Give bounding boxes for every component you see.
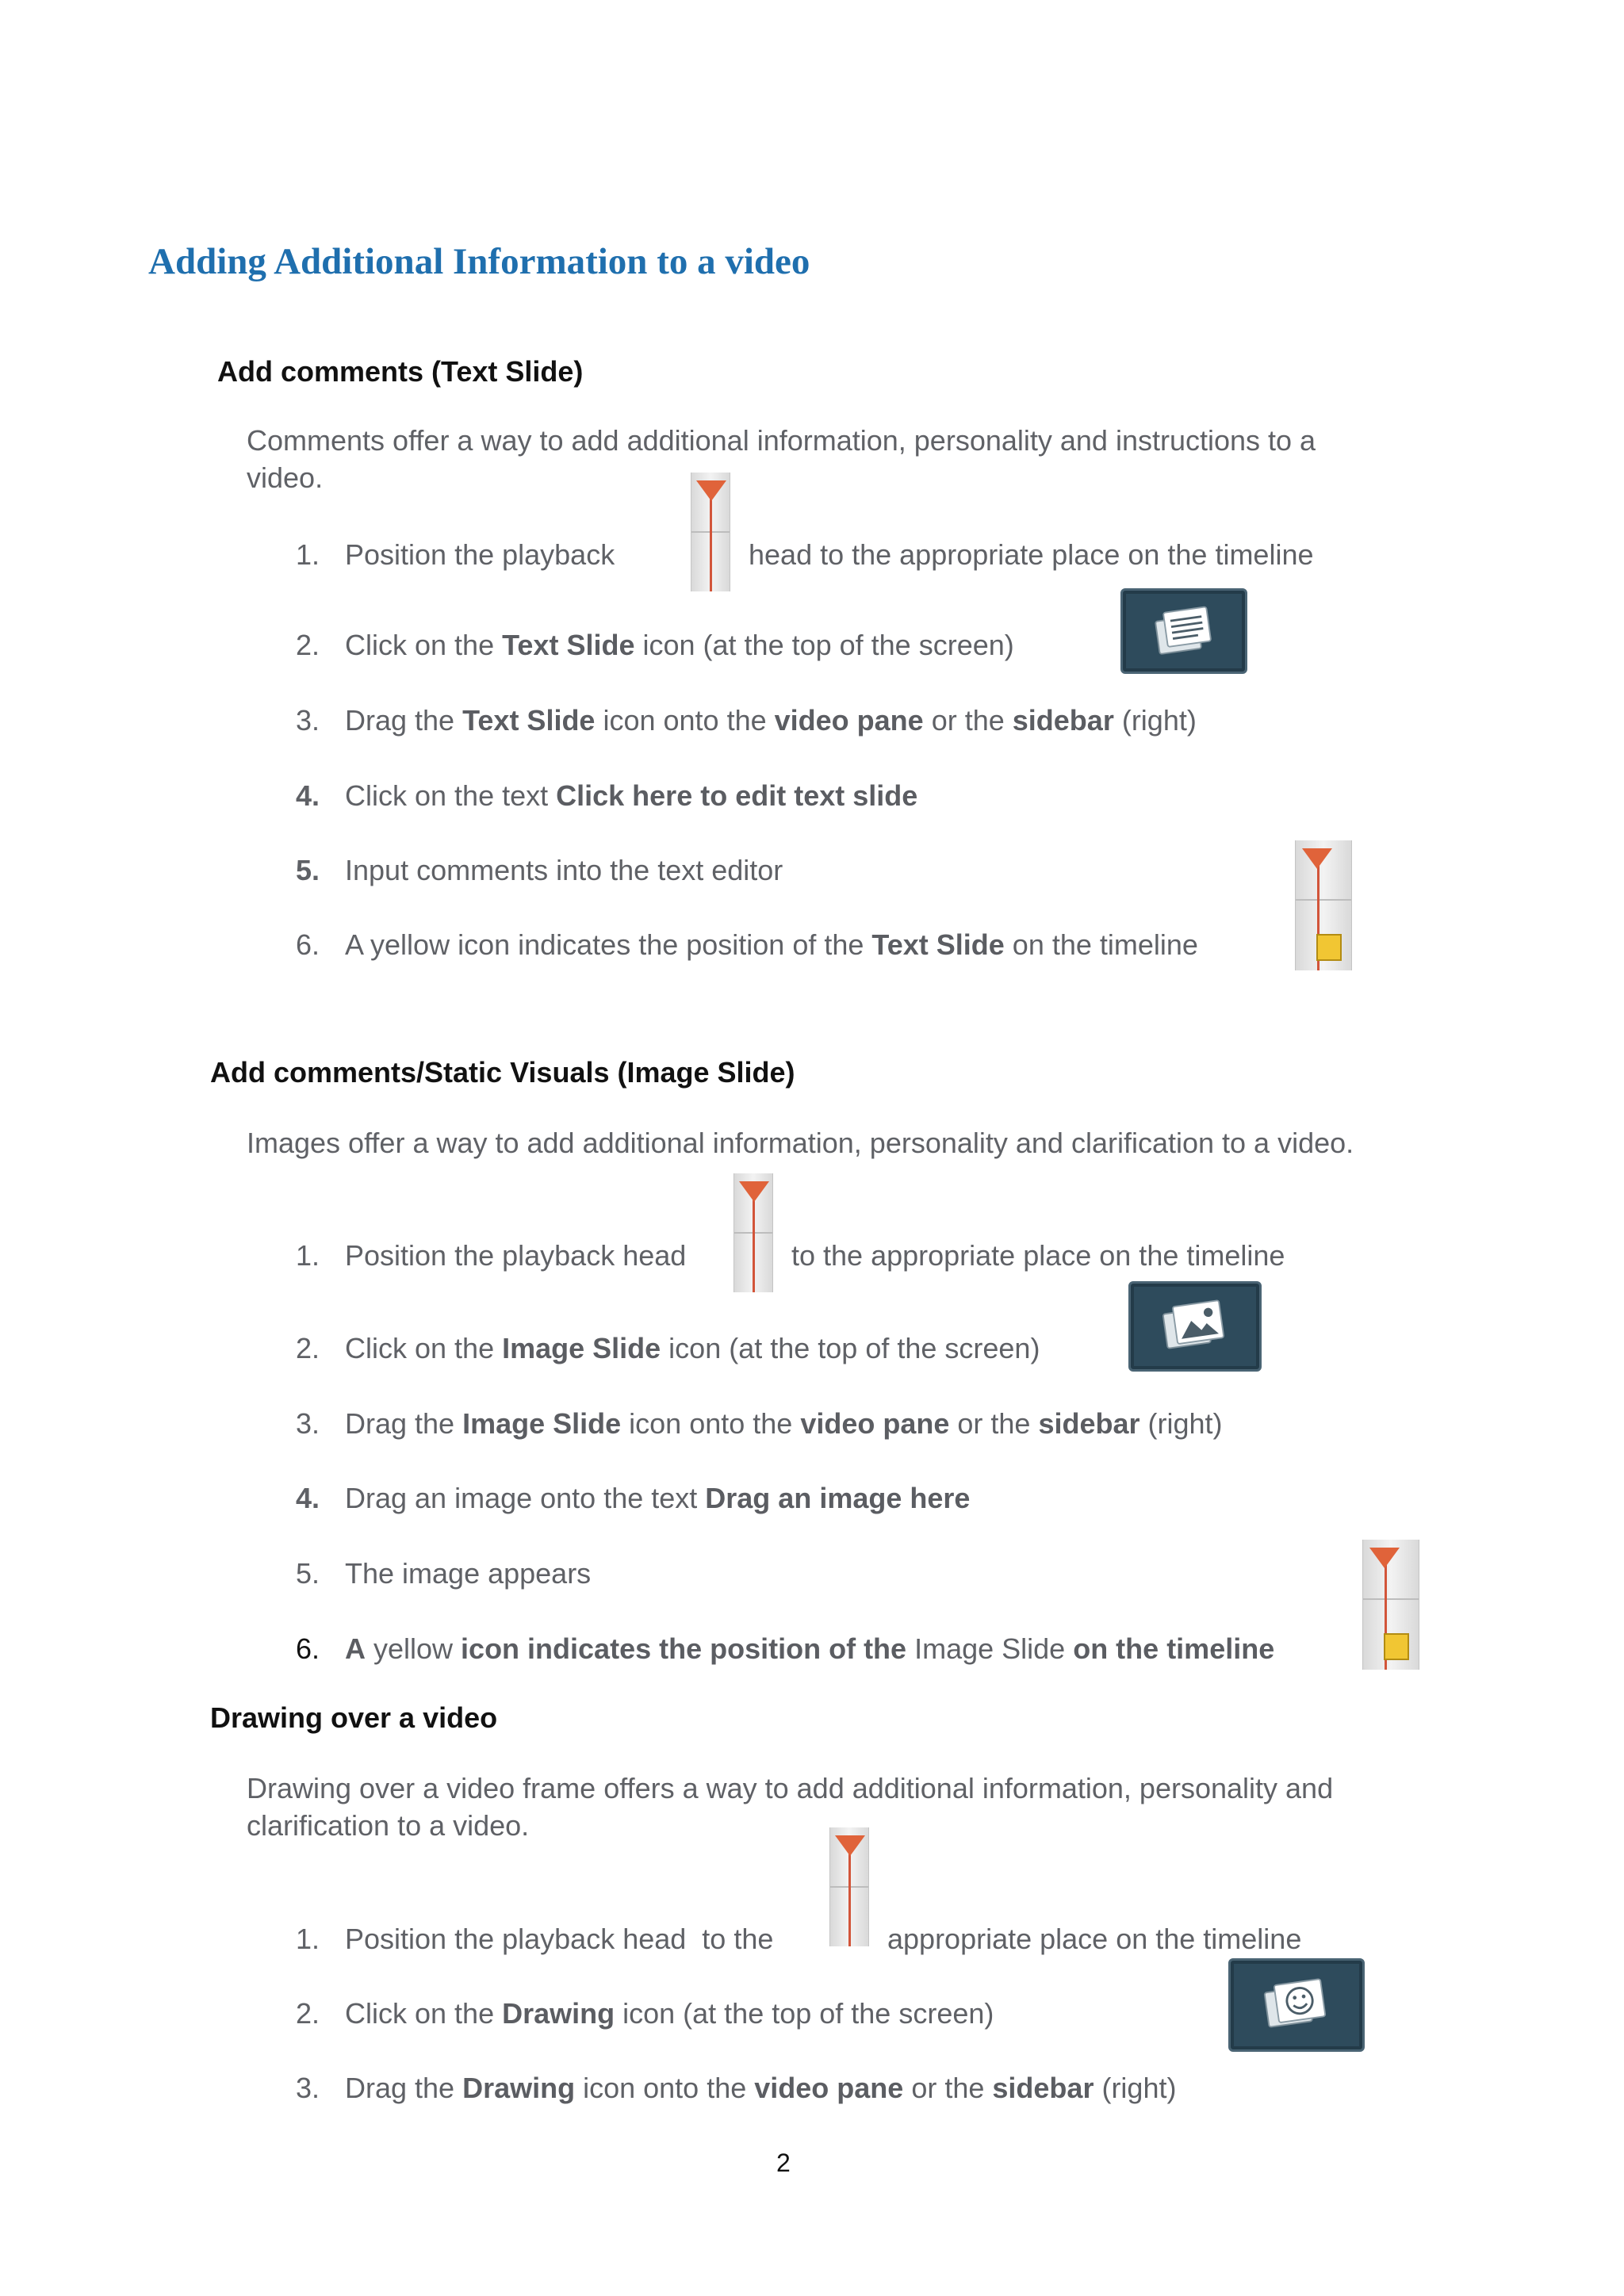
playback-head-icon: [829, 1827, 869, 1946]
step-text-segment: or the: [923, 704, 1013, 737]
step-number: 3.: [296, 2072, 320, 2104]
step-text-bold: Text Slide: [502, 629, 635, 661]
step-text-segment: icon onto the: [595, 704, 775, 737]
step-text: [345, 1556, 591, 1591]
step-text: [345, 1331, 1040, 1366]
step-text-segment: A yellow icon indicates the position of the: [345, 928, 872, 961]
step-text-segment: (right): [1113, 704, 1197, 737]
section-heading-drawing: Drawing over a video: [210, 1701, 498, 1734]
step-text-after-icon: head to the appropriate place on the timeline: [749, 538, 1314, 571]
step-text-bold: Text Slide: [462, 704, 596, 737]
step-text-segment: or the: [949, 1407, 1039, 1440]
text-slide-marker-icon: [1295, 840, 1352, 970]
step-number: 2.: [296, 1332, 320, 1364]
step-text-segment: Click on the text: [345, 779, 557, 812]
step-text-segment: yellow: [366, 1632, 462, 1665]
section-intro-image-slide: Images offer a way to add additional information, personality and clarification to a video.: [247, 1127, 1354, 1159]
step-text-segment: Drag an image onto the text: [345, 1482, 706, 1514]
step-number: 4.: [296, 779, 320, 812]
step-text: [345, 1481, 970, 1516]
step-text-segment: Position the playback head to the: [345, 1923, 774, 1955]
step-text-segment: Drag the: [345, 1407, 463, 1440]
page-number: 2: [776, 2149, 791, 2177]
step-text: [345, 928, 1198, 962]
step-text-bold: Drawing: [462, 2072, 576, 2104]
step-text-segment: (right): [1139, 1407, 1223, 1440]
step-number: 4.: [296, 1482, 320, 1514]
page-title: Adding Additional Information to a video: [148, 241, 810, 282]
step-text-bold: video pane: [774, 704, 924, 737]
step-text-segment: on the timeline: [1004, 928, 1198, 961]
step-number: 1.: [296, 538, 320, 571]
step-text-segment: or the: [903, 2072, 993, 2104]
step-text-segment: icon (at the top of the screen): [634, 629, 1014, 661]
step-text: [345, 703, 1197, 738]
section-intro-drawing: Drawing over a video frame offers a way to add additional information, personality and clarification to a video.: [247, 1772, 1334, 1842]
step-text-segment: Click on the: [345, 1332, 503, 1364]
step-text-segment: Click on the: [345, 1997, 503, 2030]
step-number: 3.: [296, 1407, 320, 1440]
step-text-segment: Input comments into the text editor: [345, 854, 783, 886]
step-text-bold: Drawing: [502, 1997, 615, 2030]
step-text-segment: Drag the: [345, 704, 463, 737]
step-text-bold: video pane: [800, 1407, 950, 1440]
step-number: 6.: [296, 928, 320, 961]
playback-head-icon: [691, 473, 730, 591]
step-text-segment: icon onto the: [621, 1407, 801, 1440]
step-text-bold: Drag an image here: [705, 1482, 971, 1514]
step-text-after-icon: to the appropriate place on the timeline: [791, 1239, 1285, 1272]
section-heading-text-slide: Add comments (Text Slide): [217, 355, 584, 388]
section-heading-image-slide: Add comments/Static Visuals (Image Slide): [210, 1056, 795, 1089]
step-text-segment: Position the playback: [345, 538, 615, 571]
step-text: [345, 1996, 994, 2031]
step-text-segment: Image Slide: [906, 1632, 1074, 1665]
drawing-icon[interactable]: [1228, 1958, 1365, 2052]
step-number: 2.: [296, 629, 320, 661]
step-text-segment: Click on the: [345, 629, 503, 661]
step-text: [345, 538, 615, 572]
image-slide-icon[interactable]: [1128, 1281, 1262, 1372]
step-number: 5.: [296, 1557, 320, 1590]
step-number: 1.: [296, 1923, 320, 1955]
step-text-bold: sidebar: [992, 2072, 1094, 2104]
step-text-segment: icon (at the top of the screen): [661, 1332, 1040, 1364]
step-text: [345, 1922, 773, 1957]
step-text-bold: sidebar: [1012, 704, 1114, 737]
step-text-bold: icon indicates the position of the: [461, 1632, 907, 1665]
step-text-bold: Image Slide: [502, 1332, 661, 1364]
step-text: [345, 779, 917, 813]
step-number: 2.: [296, 1997, 320, 2030]
step-text-segment: Drag the: [345, 2072, 463, 2104]
step-text-bold: video pane: [754, 2072, 904, 2104]
step-text-segment: icon (at the top of the screen): [615, 1997, 994, 2030]
step-text-segment: Position the playback head: [345, 1239, 687, 1272]
step-text-bold: sidebar: [1038, 1407, 1140, 1440]
step-number: 1.: [296, 1239, 320, 1272]
step-text-segment: icon onto the: [575, 2072, 755, 2104]
step-text-segment: (right): [1094, 2072, 1177, 2104]
step-text-after-icon: appropriate place on the timeline: [887, 1923, 1302, 1955]
step-text-bold: on the timeline: [1073, 1632, 1275, 1665]
step-text: [345, 628, 1014, 663]
playback-head-icon: [733, 1173, 773, 1292]
step-text-bold: A: [345, 1632, 366, 1665]
text-slide-icon[interactable]: [1120, 588, 1247, 674]
step-text-bold: Text Slide: [871, 928, 1005, 961]
step-text-bold: Image Slide: [462, 1407, 622, 1440]
step-text: [345, 1632, 1274, 1667]
step-text: [345, 1406, 1223, 1441]
step-text-bold: Click here to edit text slide: [556, 779, 918, 812]
section-intro-text-slide: Comments offer a way to add additional information, personality and instructions to a video.: [247, 424, 1316, 494]
step-number: 3.: [296, 704, 320, 737]
step-number: 5.: [296, 854, 320, 886]
step-text: [345, 2071, 1176, 2106]
step-text-segment: The image appears: [345, 1557, 592, 1590]
step-text: [345, 853, 783, 888]
step-number: 6.: [296, 1632, 320, 1665]
step-text: [345, 1238, 686, 1273]
image-slide-marker-icon: [1362, 1540, 1419, 1670]
